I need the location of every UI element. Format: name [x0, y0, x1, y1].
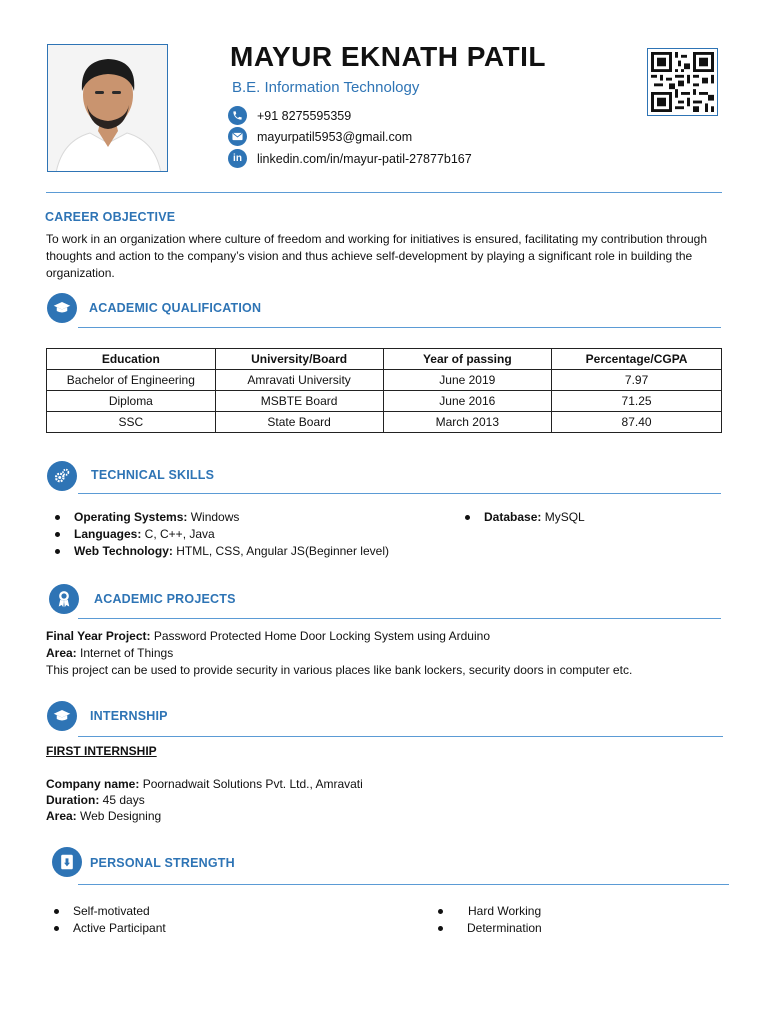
- qr-code: [647, 48, 718, 116]
- career-objective-text: To work in an organization where culture of freedom and working for initiatives is ensured, facilitating my contribution through thoughts and action to the company’s vision and thus achieve self-development by playing a significant role in building the organization.: [46, 232, 708, 280]
- internship-heading: INTERNSHIP: [90, 709, 168, 723]
- phone-text: +91 8275595359: [257, 108, 352, 123]
- project-description: This project can be used to provide security in various places like bank lockers, security doors in computer etc.: [46, 663, 633, 677]
- degree-title: B.E. Information Technology: [232, 79, 420, 96]
- skill-value: C, C++, Java: [141, 527, 215, 541]
- table-cell: Bachelor of Engineering: [47, 370, 216, 391]
- project-label: Final Year Project:: [46, 629, 151, 643]
- company-label: Company name:: [46, 777, 140, 791]
- table-cell: Diploma: [47, 391, 216, 412]
- graduation-cap-icon: [47, 701, 77, 731]
- table-cell: March 2013: [383, 412, 552, 433]
- technical-skills-heading: TECHNICAL SKILLS: [91, 468, 215, 482]
- duration-label: Duration:: [46, 793, 100, 807]
- table-cell: 7.97: [552, 370, 722, 391]
- candidate-name: MAYUR EKNATH PATIL: [230, 41, 546, 72]
- career-objective-heading: CAREER OBJECTIVE: [45, 210, 176, 224]
- project-value: Password Protected Home Door Locking System using Arduino: [150, 629, 490, 643]
- header-divider: [46, 192, 722, 193]
- list-item: [438, 903, 542, 920]
- person-portrait-icon: [48, 45, 168, 172]
- project-title-line: [46, 628, 490, 644]
- table-cell: June 2019: [383, 370, 552, 391]
- contact-phone[interactable]: [228, 106, 351, 125]
- contact-linkedin[interactable]: [228, 149, 472, 168]
- table-row: [47, 412, 722, 433]
- duration-value: 45 days: [99, 793, 145, 807]
- email-text: mayurpatil5953@gmail.com: [257, 129, 413, 144]
- qr-code-icon: [651, 52, 714, 112]
- skill-label: Operating Systems:: [74, 510, 188, 524]
- table-cell: 71.25: [552, 391, 722, 412]
- skill-label: Web Technology:: [74, 544, 173, 558]
- table-cell: Amravati University: [215, 370, 383, 391]
- internship-company: [46, 776, 363, 792]
- column-header: Education: [47, 349, 216, 370]
- skill-value: HTML, CSS, Angular JS(Beginner level): [172, 544, 389, 558]
- skill-value: MySQL: [541, 510, 585, 524]
- list-item: [54, 920, 166, 937]
- skill-label: Database:: [484, 510, 542, 524]
- education-table: [46, 348, 722, 433]
- internship-duration: [46, 792, 145, 808]
- area-value: Web Designing: [76, 809, 162, 823]
- internship-divider: [78, 736, 723, 737]
- personal-strength-heading: PERSONAL STRENGTH: [90, 856, 235, 870]
- certificate-icon: [52, 847, 82, 877]
- column-header: Percentage/CGPA: [552, 349, 722, 370]
- internship-area: [46, 808, 161, 824]
- profile-photo: [47, 44, 168, 172]
- table-header-row: [47, 349, 722, 370]
- strength-item: Determination: [467, 921, 542, 935]
- project-area-label: Area:: [46, 646, 77, 660]
- academic-projects-heading: ACADEMIC PROJECTS: [94, 592, 236, 606]
- company-value: Poornadwait Solutions Pvt. Ltd., Amravati: [139, 777, 363, 791]
- column-header: University/Board: [215, 349, 383, 370]
- academic-divider: [78, 327, 721, 328]
- academic-qualification-heading: ACADEMIC QUALIFICATION: [89, 301, 262, 315]
- list-item: [465, 509, 585, 526]
- skills-list: [55, 509, 389, 560]
- projects-divider: [78, 618, 721, 619]
- strength-divider: [78, 884, 729, 885]
- list-item: [55, 526, 389, 543]
- skills-divider: [78, 493, 721, 494]
- column-header: Year of passing: [383, 349, 552, 370]
- contact-email[interactable]: [228, 127, 412, 146]
- list-item: [55, 509, 389, 526]
- list-item: [55, 543, 389, 560]
- list-item: [438, 920, 542, 937]
- table-cell: June 2016: [383, 391, 552, 412]
- linkedin-text: linkedin.com/in/mayur-patil-27877b167: [257, 151, 472, 166]
- project-area-line: [46, 645, 173, 661]
- internship-subtitle: FIRST INTERNSHIP: [46, 744, 157, 758]
- skills-list-right: [465, 509, 585, 526]
- list-item: [54, 903, 166, 920]
- table-cell: 87.40: [552, 412, 722, 433]
- award-icon: [49, 584, 79, 614]
- skill-label: Languages:: [74, 527, 142, 541]
- area-label: Area:: [46, 809, 77, 823]
- graduation-cap-icon: [47, 293, 77, 323]
- table-cell: MSBTE Board: [215, 391, 383, 412]
- skill-value: Windows: [187, 510, 240, 524]
- table-cell: SSC: [47, 412, 216, 433]
- table-cell: State Board: [215, 412, 383, 433]
- gears-icon: [47, 461, 77, 491]
- linkedin-icon: in: [228, 149, 247, 168]
- strength-list-right: [438, 903, 542, 937]
- table-row: [47, 370, 722, 391]
- strength-list-left: [54, 903, 166, 937]
- email-icon: [228, 127, 247, 146]
- strength-item: Hard Working: [468, 904, 542, 918]
- phone-icon: [228, 106, 247, 125]
- table-row: [47, 391, 722, 412]
- strength-item: Active Participant: [73, 921, 166, 935]
- project-area-value: Internet of Things: [76, 646, 174, 660]
- strength-item: Self-motivated: [73, 904, 150, 918]
